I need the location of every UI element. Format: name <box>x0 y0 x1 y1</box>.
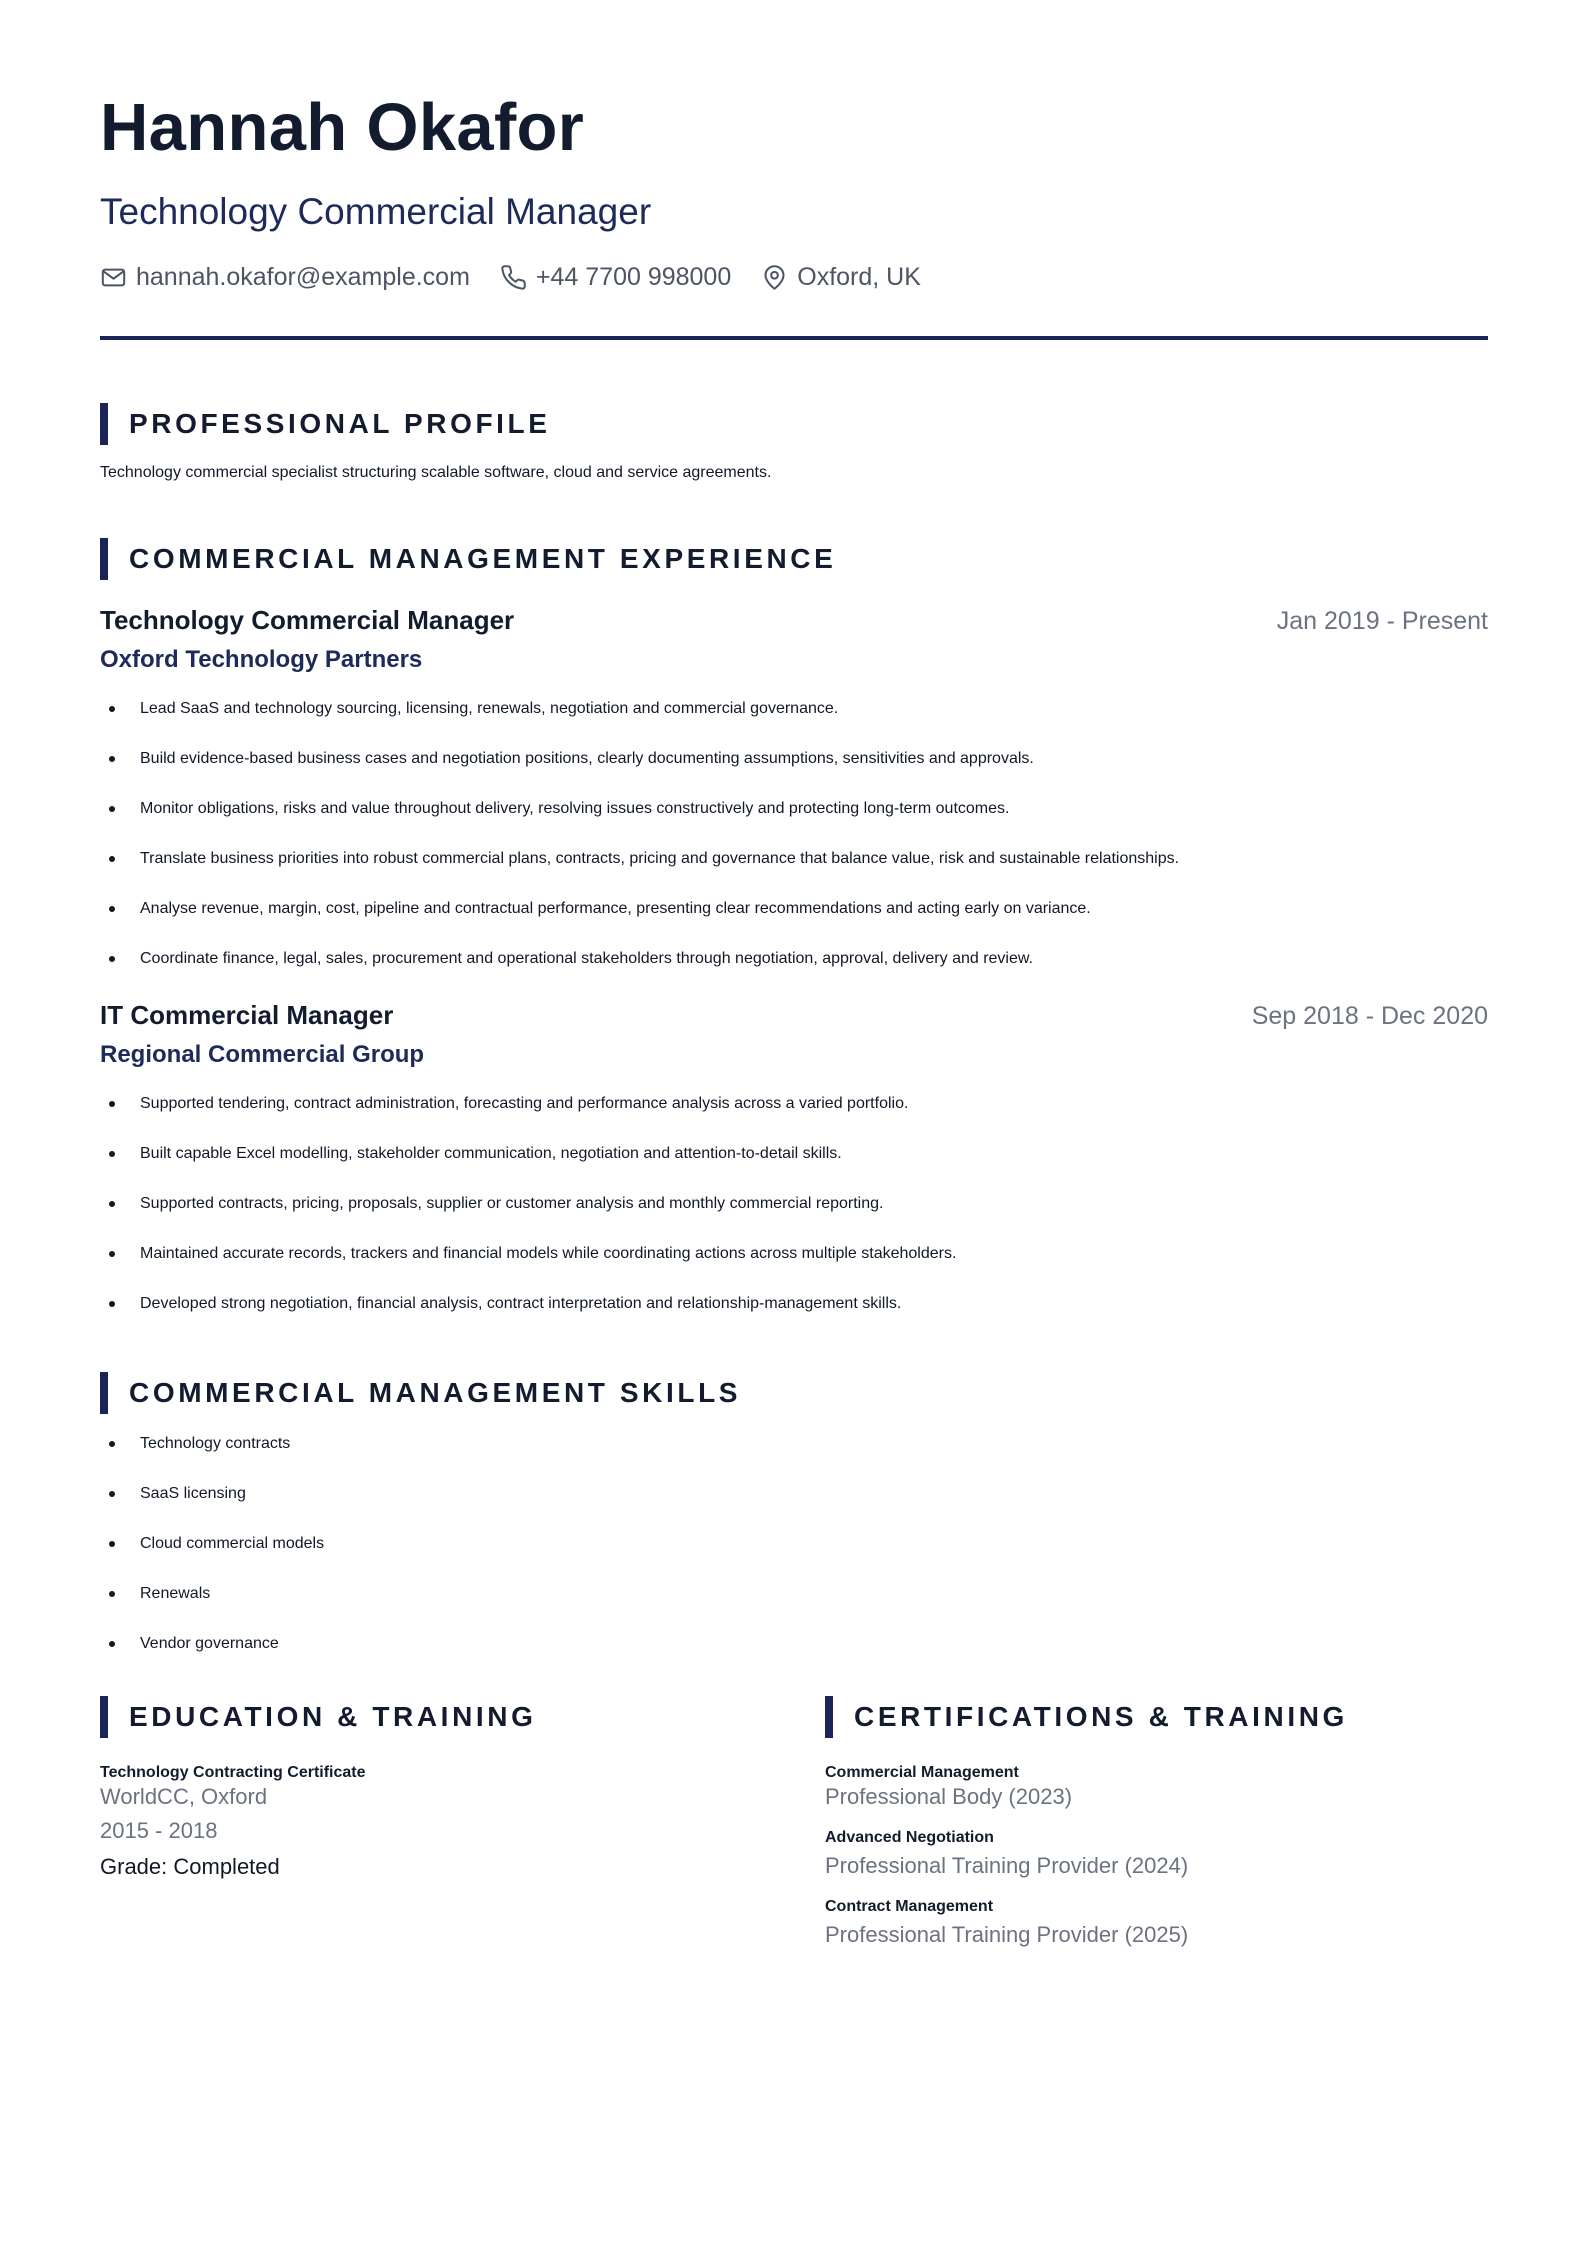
certification-name: Contract Management <box>825 1898 994 1915</box>
education-column <box>100 1696 825 1949</box>
education-years: 2015 - 2018 <box>100 1818 218 1843</box>
list-item: Lead SaaS and technology sourcing, licensing, renewals, negotiation and commercial governance. <box>100 699 1488 719</box>
section-title: COMMERCIAL MANAGEMENT SKILLS <box>129 1377 742 1408</box>
education-entry <box>100 1763 825 1881</box>
skill-item: SaaS licensing <box>100 1484 1488 1504</box>
section-accent-bar <box>825 1696 833 1738</box>
job-dates: Sep 2018 - Dec 2020 <box>1251 1002 1488 1030</box>
skill-item: Renewals <box>100 1584 1488 1604</box>
education-grade: Grade: Completed <box>100 1854 280 1879</box>
phone-icon <box>500 264 527 291</box>
section-title: CERTIFICATIONS & TRAINING <box>854 1701 1348 1732</box>
skills-list <box>100 1434 1488 1654</box>
candidate-name: Hannah Okafor <box>100 90 585 165</box>
certification-name: Advanced Negotiation <box>825 1829 994 1846</box>
education-institution: WorldCC, Oxford <box>100 1784 268 1809</box>
job-bullets <box>100 699 1488 969</box>
certification-provider: Professional Training Provider (2024) <box>825 1853 1189 1878</box>
list-item: Monitor obligations, risks and value throughout delivery, resolving issues constructively and protecting long-term outcomes. <box>100 799 1488 819</box>
bottom-columns <box>100 1696 1488 1949</box>
job-title: Technology Commercial Manager <box>100 605 515 635</box>
list-item: Translate business priorities into robust commercial plans, contracts, pricing and governance that balance value, risk and sustainable relationships. <box>100 849 1488 869</box>
phone-text: +44 7700 998000 <box>535 263 732 291</box>
section-heading-experience <box>100 538 1488 580</box>
certification-entry <box>825 1763 1488 1811</box>
mail-icon <box>100 264 127 291</box>
certification-name: Commercial Management <box>825 1764 1019 1781</box>
list-item: Coordinate finance, legal, sales, procurement and operational stakeholders through negotiation, approval, delivery and review. <box>100 949 1488 969</box>
certification-entry <box>825 1828 1488 1880</box>
location-text: Oxford, UK <box>797 263 921 291</box>
job-entry <box>100 604 1488 969</box>
list-item: Built capable Excel modelling, stakeholder communication, negotiation and attention-to-detail skills. <box>100 1144 1488 1164</box>
section-title: PROFESSIONAL PROFILE <box>129 408 551 439</box>
contact-row <box>100 262 1488 292</box>
candidate-role: Technology Commercial Manager <box>100 191 652 232</box>
company-name: Oxford Technology Partners <box>100 646 423 673</box>
section-heading-profile <box>100 403 1488 445</box>
list-item: Supported contracts, pricing, proposals, supplier or customer analysis and monthly commercial reporting. <box>100 1194 1488 1214</box>
section-title: COMMERCIAL MANAGEMENT EXPERIENCE <box>129 543 837 574</box>
section-accent-bar <box>100 1372 108 1414</box>
list-item: Supported tendering, contract administration, forecasting and performance analysis across a varied portfolio. <box>100 1094 1488 1114</box>
skill-item: Vendor governance <box>100 1634 1488 1654</box>
contact-location <box>761 262 921 292</box>
section-accent-bar <box>100 1696 108 1738</box>
list-item: Developed strong negotiation, financial analysis, contract interpretation and relationship-management skills. <box>100 1294 1488 1314</box>
section-heading-education <box>100 1696 825 1738</box>
certification-provider: Professional Training Provider (2025) <box>825 1922 1189 1947</box>
job-bullets <box>100 1094 1488 1314</box>
section-heading-certifications <box>825 1696 1488 1738</box>
certifications-column <box>825 1696 1488 1949</box>
certification-entry <box>825 1897 1488 1949</box>
email-text: hannah.okafor@example.com <box>136 263 470 291</box>
job-entry <box>100 999 1488 1314</box>
location-pin-icon <box>761 264 788 291</box>
section-heading-skills <box>100 1372 1488 1414</box>
list-item: Analyse revenue, margin, cost, pipeline and contractual performance, presenting clear recommendations and acting early on variance. <box>100 899 1488 919</box>
profile-summary: Technology commercial specialist structuring scalable software, cloud and service agreements. <box>100 464 772 481</box>
certification-provider: Professional Body (2023) <box>825 1784 1073 1809</box>
header-divider <box>100 336 1488 340</box>
section-accent-bar <box>100 403 108 445</box>
list-item: Maintained accurate records, trackers and financial models while coordinating actions across multiple stakeholders. <box>100 1244 1488 1264</box>
section-accent-bar <box>100 538 108 580</box>
section-title: EDUCATION & TRAINING <box>129 1701 537 1732</box>
list-item: Build evidence-based business cases and negotiation positions, clearly documenting assumptions, sensitivities and approvals. <box>100 749 1488 769</box>
job-title: IT Commercial Manager <box>100 1000 394 1030</box>
education-name: Technology Contracting Certificate <box>100 1764 366 1781</box>
skill-item: Technology contracts <box>100 1434 1488 1454</box>
contact-phone[interactable] <box>500 262 731 292</box>
skill-item: Cloud commercial models <box>100 1534 1488 1554</box>
job-dates: Jan 2019 - Present <box>1276 607 1488 635</box>
contact-email[interactable] <box>100 262 470 292</box>
company-name: Regional Commercial Group <box>100 1041 425 1068</box>
